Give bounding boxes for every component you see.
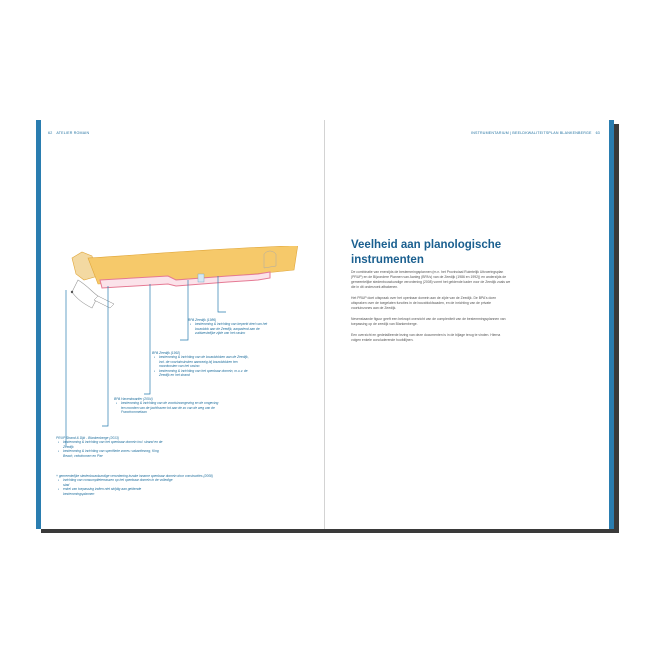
annotation-bpa-zeedijk-1986: [188, 318, 278, 336]
right-page-edge: [609, 120, 614, 529]
annotation-title: BPA Zeedijk (1986): [188, 318, 217, 322]
harbour-area: [72, 280, 98, 308]
annotation-item: ▪ inrichting van consumptieterrassen op het openbaar domein in de volledige stad: [63, 478, 173, 487]
annotation-bpa-zeedijk-1992: [152, 351, 252, 377]
annotation-title: + gemeentelijke stedenbouwkundige verordening inzake inname openbaar domein door constructies (2008): [56, 474, 213, 478]
annotation-item: ▪ bestemming & inrichting van het openbaar domein, m.u.v. de Zeedijk en het strand: [159, 369, 252, 378]
annotation-bpa-havenkwartier-2004: [114, 397, 222, 415]
right-page-number: 63: [595, 131, 600, 135]
paragraph: Een overzicht en gedetailleerde lezing van deze documenten is in de bijlage terug te vinden. Hierna volgen enkele concluderende hoofdlijnen.: [351, 333, 501, 342]
right-running-head: [471, 131, 600, 135]
left-page: [36, 120, 325, 529]
paragraph: Het PRUP doet uitspraak over het openbaar domein aan de zijde van de Zeedijk. De BPA's doen uitspraken over de toegelaten functies in de bouwblokfacaden, en de inrichting van de private voortuinzones aan de Zeedijk.: [351, 296, 497, 310]
right-page: [325, 120, 614, 529]
paragraph: Nevenstaande figuur geeft een beknopt overzicht van de complexiteit van de bestemmingsplannen van toepassing op de zeedijk van Blankenberge.: [351, 317, 506, 326]
annotation-item: ▪ bestemming & inrichting van specifieke zones: vakantiezorg, King Beach, velodromen en Pier: [63, 449, 166, 458]
section-heading: Veelheid aan planologische instrumenten: [351, 239, 502, 266]
paragraph: De combinatie van enerzijds de bestemmingsplannen (m.n. het Provinciaal Ruimtelijk Uitvoeringsplan (PRUP) en de Bijzondere Plannen van Aanleg (BPA's) van de Zeedijk (1986 en 1992)) en anderzijds de gemeentelijke stedenbouwkundige verordening (2008) vormt het geldende kader voor de Zeedijk zoals we die in dit onderzoek afbakenen.: [351, 270, 511, 289]
left-running-head: [48, 131, 89, 135]
annotation-title: BPA Havenkwartier (2004): [114, 397, 153, 401]
beach-strip: [198, 274, 204, 282]
annotation-item: ▪ bestemming & inrichting van beperkt deel van het bouwblok aan de Zeedijk, aanpalend aan de zuidwestelijke zijde van het casino: [195, 322, 278, 335]
annotation-item: ▪ bestemming & inrichting van de voortuinomgeving en de omgeving ten noorden van de jachthaven tot aan de zo van de weg van de Franchommelaan: [121, 401, 222, 414]
annotation-item: ▪ enkel van toepassing indien niet strijdig aan geldende bestemmingsplannen: [63, 487, 173, 496]
map-marker: [71, 291, 73, 293]
right-running-title: INSTRUMENTARIUM | BEELDKWALITEITSPLAN BLANKENBERGE: [471, 131, 592, 135]
annotation-item: ▪ bestemming & inrichting van het openbaar domein incl. strand en de Zeedijk: [63, 440, 166, 449]
harbour-jetty: [94, 296, 114, 308]
book-spread: [36, 120, 614, 529]
annotation-item: ▪ bestemming & inrichting van de bouwblokken aan de Zeedijk, incl. de voortuinstroken aanwezig bij bouwblokken ten noordoosten van het casino: [159, 355, 252, 368]
zoning-map: [58, 246, 318, 446]
annotation-stedenbouwkundige-verordening: [56, 474, 286, 496]
left-page-number: 62: [48, 131, 53, 135]
annotation-title: BPA Zeedijk (1992): [152, 351, 181, 355]
annotation-title: PRUP Strand & Dijk - Blankenberge (2013): [56, 436, 119, 440]
annotation-prup-strand-dijk: [56, 436, 166, 458]
left-running-title: ATELIER ROMAIN: [56, 131, 90, 135]
body-text: [351, 270, 511, 349]
left-page-edge: [36, 120, 41, 529]
